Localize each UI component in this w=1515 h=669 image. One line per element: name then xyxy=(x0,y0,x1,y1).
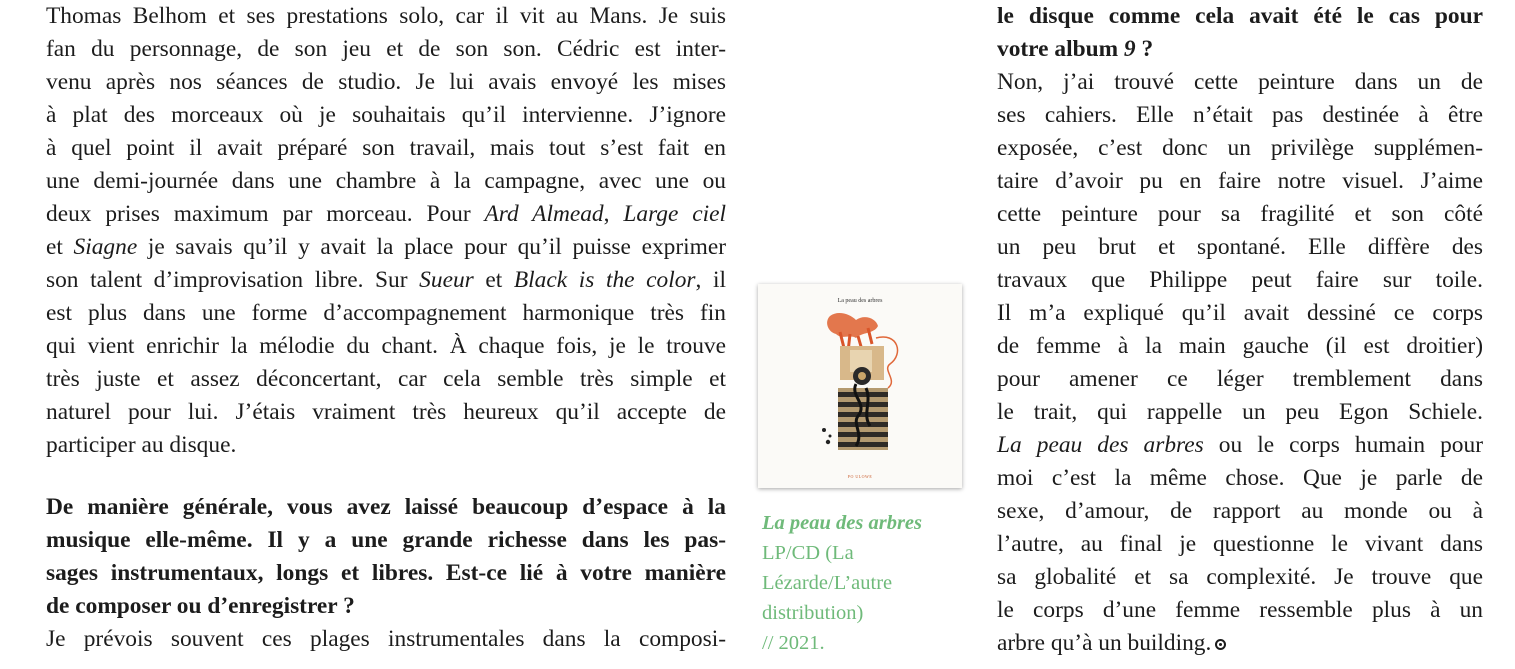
text-line: La peau des arbres ou le corps humain pour xyxy=(997,432,1483,458)
text-line: venu après nos séances de studio. Je lui avais envoyé les mises xyxy=(46,69,726,95)
question-line: le disque comme cela avait été le cas pour xyxy=(997,3,1483,29)
caption-line: LP/CD (La xyxy=(762,542,854,564)
text-line: qui vient enrichir la mélodie du chant. À chaque fois, je le trouve xyxy=(46,333,726,359)
album-title: 9 xyxy=(1123,36,1136,62)
question-line: musique elle-même. Il y a une grande richesse dans les pas- xyxy=(46,527,726,553)
album-title: La peau des arbres xyxy=(997,432,1204,458)
caption-title: La peau des arbres xyxy=(762,512,923,534)
text-line: Il m’a expliqué qu’il avait dessiné ce corps xyxy=(997,300,1483,326)
text-line: une demi-journée dans une chambre à la campagne, avec une ou xyxy=(46,168,726,194)
text-line: Je prévois souvent ces plages instrumentales dans la composi- xyxy=(46,626,726,652)
text-line: pour amener ce léger tremblement dans xyxy=(997,366,1483,392)
question-line: de composer ou d’enregistrer ? xyxy=(46,593,355,619)
text-line: le corps d’une femme ressemble plus à un xyxy=(997,597,1483,623)
text-line: naturel pour lui. J’étais vraiment très heureux qu’il accepte de xyxy=(46,399,726,425)
text-line: l’autre, au final je questionne le vivant dans xyxy=(997,531,1483,557)
question-line: sages instrumentaux, longs et libres. Est-ce lié à votre manière xyxy=(46,560,726,586)
song-title: Siagne xyxy=(73,234,138,260)
text-line: le trait, qui rappelle un peu Egon Schiele. xyxy=(997,399,1483,425)
text-line: sa globalité et sa complexité. Je trouve que xyxy=(997,564,1483,590)
text-line: moi c’est la même chose. Que je parle de xyxy=(997,465,1483,491)
text-line: ses cahiers. Elle n’était pas destinée à être xyxy=(997,102,1483,128)
album-cover xyxy=(758,284,962,488)
text-line: très juste et assez déconcertant, car cela semble très simple et xyxy=(46,366,726,392)
text-line: travaux que Philippe peut faire sur toile. xyxy=(997,267,1483,293)
caption-line: distribution) xyxy=(762,602,864,624)
text-line: à plat des morceaux où je souhaitais qu’il intervienne. J’ignore xyxy=(46,102,726,128)
song-title: Large ciel xyxy=(623,201,727,227)
text-line: fan du personnage, de son jeu et de son son. Cédric est inter- xyxy=(46,36,726,62)
text-line: de femme à la main gauche (il est droitier) xyxy=(997,333,1483,359)
song-title: Ard Almead xyxy=(484,201,604,227)
text-line: son talent d’improvisation libre. Sur Sueur et Black is the color, il xyxy=(46,267,726,293)
caption-line: // 2021. xyxy=(762,632,825,654)
question-line: votre album 9 ? xyxy=(997,36,1154,62)
song-title: Sueur xyxy=(419,267,474,293)
caption-line: Lézarde/L’autre xyxy=(762,572,893,594)
song-title: Black is the color xyxy=(513,267,696,293)
text-line: à quel point il avait préparé son travail, mais tout s’est fait en xyxy=(46,135,726,161)
text-line: sexe, d’amour, de rapport au monde ou à xyxy=(997,498,1483,524)
text-line: cette peinture pour sa fragilité et son côté xyxy=(997,201,1483,227)
text-line: exposée, c’est donc un privilège supplémen- xyxy=(997,135,1483,161)
text-line: participer au disque. xyxy=(46,432,237,458)
text-line: est plus dans une forme d’accompagnement harmonique très fin xyxy=(46,300,726,326)
text-line: Thomas Belhom et ses prestations solo, car il vit au Mans. Je suis xyxy=(46,3,726,29)
text-line: arbre qu’à un building. xyxy=(997,627,1483,660)
cover-artwork xyxy=(758,284,962,488)
text-line: et Siagne je savais qu’il y avait la place pour qu’il puisse exprimer xyxy=(46,234,726,260)
text-line: un peu brut et spontané. Elle diffère des xyxy=(997,234,1483,260)
end-mark-icon xyxy=(1215,639,1226,650)
cover-title: La peau des arbres xyxy=(837,298,883,304)
cover-label: PO ULOWE xyxy=(847,474,873,479)
text-line: Non, j’ai trouvé cette peinture dans un de xyxy=(997,69,1483,95)
text-line: deux prises maximum par morceau. Pour Ard Almead, Large ciel xyxy=(46,201,727,227)
text-line: taire d’avoir pu en faire notre visuel. J’aime xyxy=(997,168,1483,194)
question-line: De manière générale, vous avez laissé beaucoup d’espace à la xyxy=(46,494,726,520)
